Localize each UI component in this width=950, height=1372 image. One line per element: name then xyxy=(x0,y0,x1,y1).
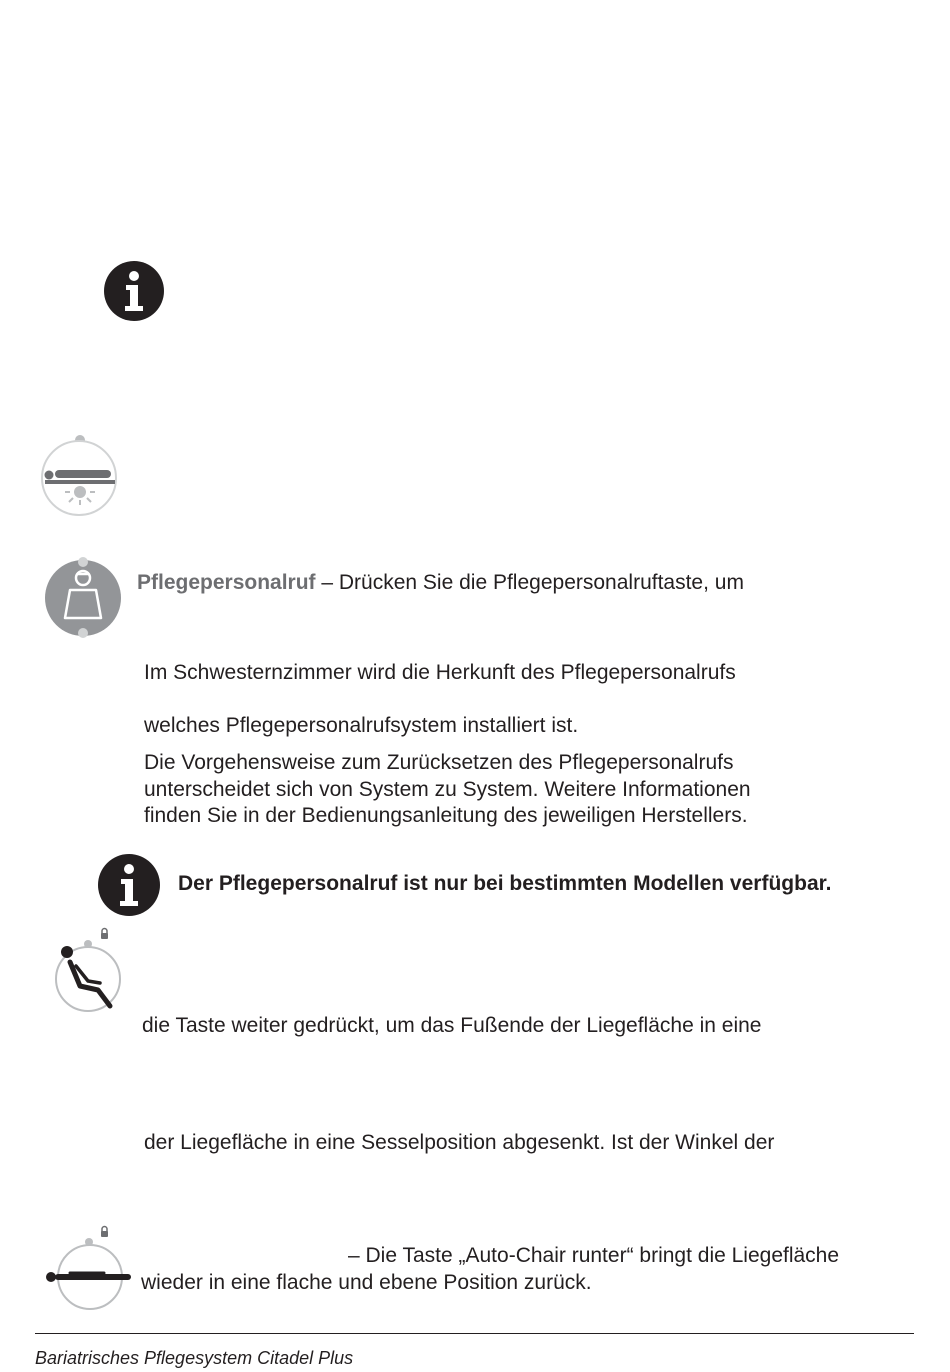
nurse-call-icon xyxy=(44,556,122,640)
footer-title: Bariatrisches Pflegesystem Citadel Plus xyxy=(35,1348,354,1368)
footer-divider xyxy=(35,1333,914,1334)
reset-line-3: finden Sie in der Bedienungsanleitung des jeweiligen Herstellers. xyxy=(144,804,748,827)
nurse-call-heading xyxy=(137,570,744,596)
info-icon xyxy=(98,854,160,916)
auto-chair-up-line-1: die Taste weiter gedrückt, um das Fußende der Liegefläche in eine xyxy=(142,1014,762,1037)
nurse-call-note: Der Pflegepersonalruf ist nur bei bestimmten Modellen verfügbar. xyxy=(178,872,832,895)
auto-chair-up-line-2: der Liegefläche in eine Sesselposition abgesenkt. Ist der Winkel der xyxy=(144,1131,775,1154)
nurse-call-title-rest: – Drücken Sie die Pflegepersonalruftaste, um xyxy=(315,571,744,594)
nurse-call-title: Pflegepersonalruf xyxy=(137,571,316,594)
auto-chair-down-line-1: – Die Taste „Auto-Chair runter“ bringt die Liegefläche xyxy=(348,1244,840,1267)
auto-chair-down-icon xyxy=(44,1224,132,1312)
nurse-call-line-2: welches Pflegepersonalrufsystem installiert ist. xyxy=(144,714,579,737)
reset-line-1: Die Vorgehensweise zum Zurücksetzen des Pflegepersonalrufs xyxy=(144,751,734,774)
info-icon xyxy=(104,261,164,321)
reset-line-2: unterscheidet sich von System zu System. Weitere Informationen xyxy=(144,778,751,801)
auto-chair-down-line-2: wieder in eine flache und ebene Position zurück. xyxy=(141,1271,592,1294)
auto-chair-up-icon xyxy=(50,926,126,1014)
nurse-call-line-1: Im Schwesternzimmer wird die Herkunft des Pflegepersonalrufs xyxy=(144,661,736,684)
bed-light-icon xyxy=(38,432,120,518)
